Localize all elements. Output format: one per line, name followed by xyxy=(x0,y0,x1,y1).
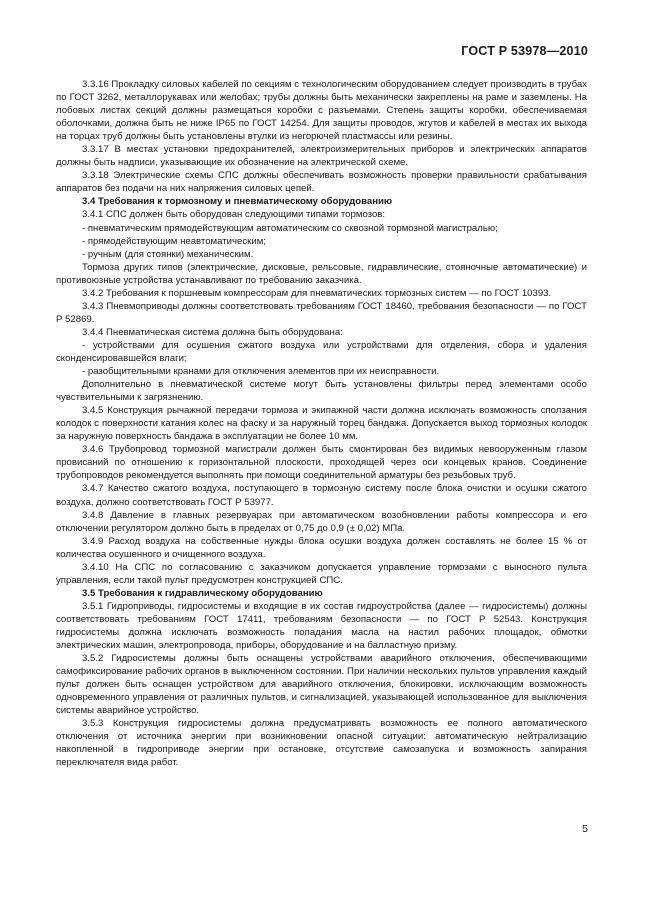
section-heading-3-4: 3.4 Требования к тормозному и пневматическому оборудованию xyxy=(82,196,393,208)
page-number: 5 xyxy=(582,823,588,835)
paragraph-3-5-3: 3.5.3 Конструкция гидросистемы должна предусматривать возможность ее полного автоматического отключения от источника энергии при возникновении опасной ситуации: автоматическую нейтрализацию накопленной в гидроприводе энергии при остановке, отсутствие самозапуска и возможность запирания переключателя вида работ. xyxy=(56,718,587,769)
paragraph-3-4-3: 3.4.3 Пневмоприводы должны соответствовать требованиям ГОСТ 18460, требования безопасности — по ГОСТ Р 52869. xyxy=(56,300,587,325)
paragraph-3-4-8: 3.4.8 Давление в главных резервуарах при автоматическом возобновлении работы компрессора и его отключении регулятором должно быть в пределах от 0,75 до 0,9 (± 0,02) МПа. xyxy=(56,509,587,534)
paragraph-3-4-9: 3.4.9 Расход воздуха на собственные нужды блока осушки воздуха должен составлять не более 15 % от количества осушенного и очищенного воздуха. xyxy=(56,535,587,560)
list-item: - ручным (для стоянки) механическим. xyxy=(82,248,254,260)
list-item: - разобщительными кранами для отключения элементов при их неисправности. xyxy=(82,366,440,378)
paragraph-3-5-2: 3.5.2 Гидросистемы должны быть оснащены устройствами аварийного отключения, обеспечивающими самофиксирование рабочих органов в выключенном состоянии. При наличии нескольких пультов управления каждый пульт должен быть оснащен устройством для аварийного отключения, блокировки, исключающим возможность одновременного управления от различных пультов, и сигнализацией, указывающей использованное для выключения системы аварийное устройство. xyxy=(56,653,587,717)
paragraph-3-4-1: 3.4.1 СПС должен быть оборудован следующими типами тормозов: xyxy=(82,209,386,221)
paragraph-3-4-7: 3.4.7 Качество сжатого воздуха, поступающего в тормозную систему после блока очистки и осушки сжатого воздуха, должно соответствовать ГОСТ Р 53977. xyxy=(56,483,587,508)
paragraph-3-4-2: 3.4.2 Требования к поршневым компрессорам для пневматических тормозных систем — по ГОСТ 10393. xyxy=(82,287,552,299)
paragraph-3-3-18: 3.3.18 Электрические схемы СПС должны обеспечивать возможность проверки правильности срабатывания аппаратов без подачи на них напряжения силовых цепей. xyxy=(56,170,587,195)
list-item: - прямодействующим неавтоматическим; xyxy=(82,235,266,247)
section-heading-3-5: 3.5 Требования к гидравлическому оборудованию xyxy=(82,587,323,599)
list-item: - пневматическим прямодействующим автоматическим со сквозной тормозной магистралью; xyxy=(82,222,498,234)
paragraph-3-4-6: 3.4.6 Трубопровод тормозной магистрали должен быть смонтирован без видимых невооруженным глазом провисаний по отношению к горизонтальной плоскости, проходящей через оси концевых кранов. Соединение трубопроводов рекомендуется выполнять при помощи соединительной арматуры без резьбовых труб. xyxy=(56,444,587,482)
document-id: ГОСТ Р 53978—2010 xyxy=(461,44,588,58)
paragraph-3-5-1: 3.5.1 Гидроприводы, гидросистемы и входящие в их состав гидроустройства (далее — гидросистемы) должны соответствовать требованиям ГОСТ 17411, требованиям безопасности — по ГОСТ Р 52543. Конструкция гидросистемы должна исключать возможность попадания масла на настил рабочих площадок, обмотки электрических машин, электропровода, приборы, оборудование и на балластную призму. xyxy=(56,600,587,652)
paragraph-3-4-5: 3.4.5 Конструкция рычажной передачи тормоза и экипажной части должна исключать возможность сползания колодок с поверхности катания колес на фаску и за наружный торец бандажа. Допускается выход тормозных колодок за наружную поверхность бандажа в эксплуатации не более 10 мм. xyxy=(56,405,587,443)
list-item: - устройствами для осушения сжатого воздуха или устройствами для отделения, сбора и удаления сконденсировавшейся влаги; xyxy=(56,339,587,364)
paragraph-3-4-4: 3.4.4 Пневматическая система должна быть оборудована: xyxy=(82,326,343,338)
page-body xyxy=(56,78,587,769)
paragraph-3-3-17: 3.3.17 В местах установки предохранителей, электроизмерительных приборов и электрических аппаратов должны быть надписи, указывающие их обозначение на электрической схеме. xyxy=(56,144,587,169)
paragraph-filters: Дополнительно в пневматической системе могут быть установлены фильтры перед элементами особо чувствительными к загрязнению. xyxy=(56,379,587,404)
paragraph-3-4-10: 3.4.10 На СПС по согласованию с заказчиком допускается управление тормозами с выносного пульта управления, если такой пульт предусмотрен конструкцией СПС. xyxy=(56,561,587,586)
paragraph-other-brakes: Тормоза других типов (электрические, дисковые, рельсовые, гидравлические, стояночные автоматические) и противоюзные устройства устанавливают по требованию заказчика. xyxy=(56,261,587,286)
paragraph-3-3-16: 3.3.16 Прокладку силовых кабелей по секциям с технологическим оборудованием следует производить в трубах по ГОСТ 3262, металлорукавах или желобах; трубы должны быть механически закреплены на раме и заземлены. На лобовых листах секций должны размещаться коробки с разъемами. Степень защиты коробки, обеспечиваемая оболочками, должна быть не ниже IP65 по ГОСТ 14254. Для защиты проводов, жгутов и кабелей в местах их выхода на торцах труб должны быть установлены втулки из негорючей пластмассы или резины. xyxy=(56,79,587,143)
